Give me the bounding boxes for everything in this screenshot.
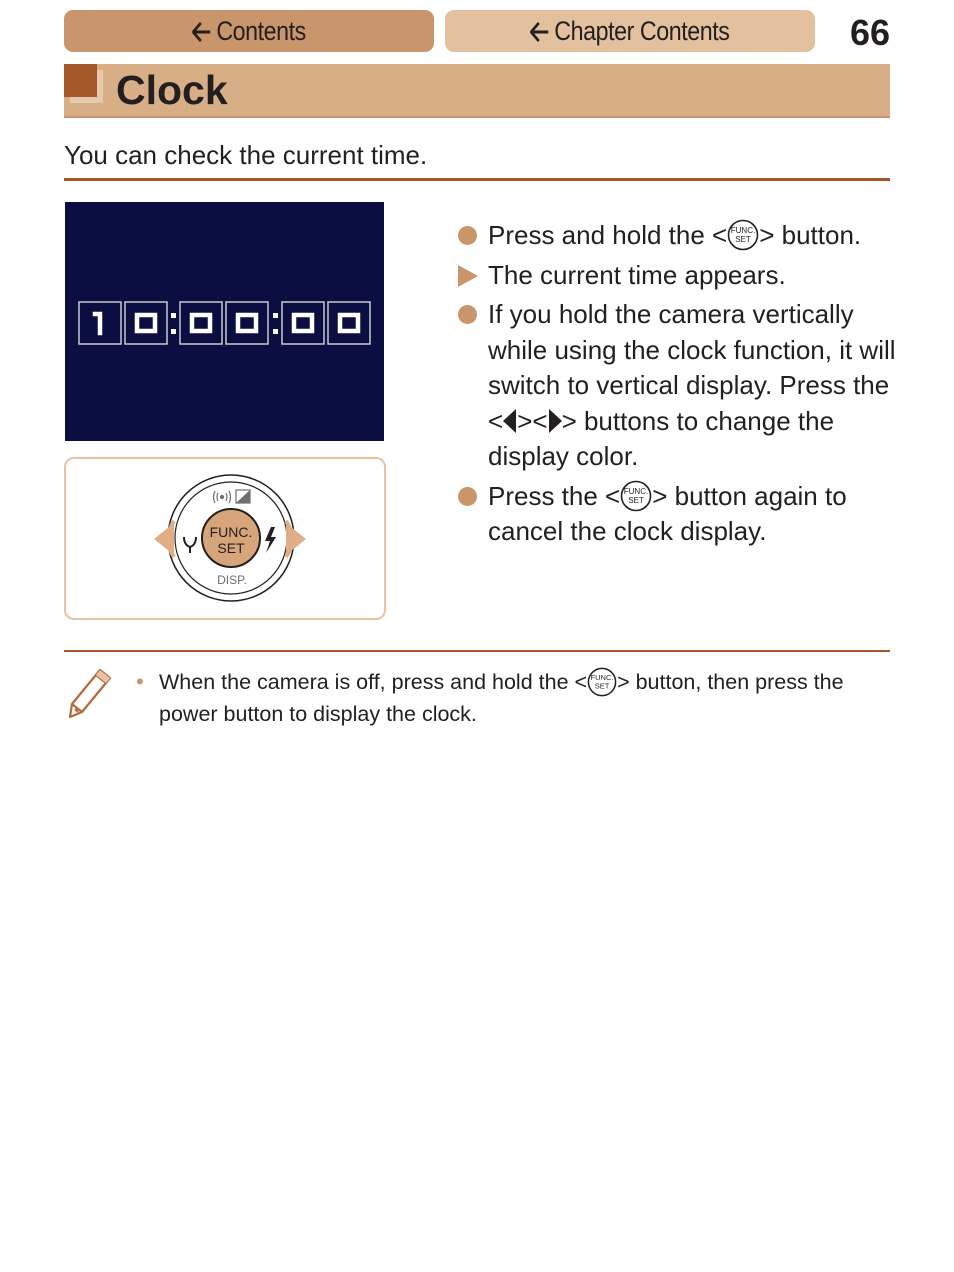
step-text: Press the < <box>488 480 621 511</box>
colon-dot <box>273 313 278 318</box>
page-number: 66 <box>849 12 890 53</box>
disp-label: DISP. <box>217 573 247 587</box>
func-label: FUNC. <box>209 524 253 540</box>
step-text: > buttons to change the display color. <box>488 405 835 471</box>
intro-text: You can check the current time. <box>64 140 428 170</box>
svg-text:SET: SET <box>628 495 645 505</box>
clock-display <box>65 202 384 441</box>
result-triangle-icon <box>458 265 478 287</box>
set-label: SET <box>217 540 245 556</box>
clock-screen-image <box>65 202 384 441</box>
page-title: Clock <box>116 67 228 113</box>
svg-text:FUNC.: FUNC. <box>730 226 756 235</box>
step-item <box>456 258 896 294</box>
step-item <box>456 297 896 475</box>
digit-0 <box>340 315 358 331</box>
step-text: If you hold the camera vertically while using the clock function, it will switch to vertical display. Press the < <box>488 299 896 436</box>
colon-dot <box>171 313 176 318</box>
bullet-dot-icon <box>458 487 477 506</box>
bullet-dot-icon <box>458 226 477 245</box>
pencil-icon <box>66 666 114 720</box>
left-button-icon <box>503 409 517 433</box>
digit-0 <box>192 315 210 331</box>
digit-1 <box>95 314 100 333</box>
step-text: > button again to cancel the clock display. <box>488 480 847 546</box>
divider <box>64 650 890 652</box>
chapter-contents-button[interactable] <box>445 10 815 52</box>
digit-frame <box>180 302 222 344</box>
func-set-button-icon <box>620 480 652 512</box>
control-dial-illustration <box>64 457 386 620</box>
digit-0 <box>238 315 256 331</box>
note-text-part: When the camera is off, press and hold the < <box>159 670 588 694</box>
svg-text:SET: SET <box>594 681 610 691</box>
step-list <box>456 218 896 550</box>
bullet-dot-icon <box>458 305 477 324</box>
step-text: Press and hold the < <box>488 220 728 250</box>
note-bullet: • <box>136 669 144 694</box>
title-decoration <box>64 64 97 97</box>
right-button-icon <box>548 409 562 433</box>
svg-text:FUNC.: FUNC. <box>624 486 649 496</box>
divider <box>64 178 890 181</box>
contents-label: Contents <box>216 15 306 46</box>
arrow-left-icon <box>530 22 549 42</box>
control-dial <box>66 459 384 618</box>
contents-button[interactable] <box>64 10 434 52</box>
digit-frame <box>328 302 370 344</box>
chapter-contents-label: Chapter Contents <box>554 15 730 46</box>
colon-dot <box>171 329 176 334</box>
svg-text:FUNC.: FUNC. <box>590 673 614 683</box>
note-text-part: > button, then press the power button to display the clock. <box>159 670 844 726</box>
digit-0 <box>137 315 155 331</box>
step-text: >< <box>517 405 548 436</box>
digit-frame <box>282 302 324 344</box>
note-text <box>136 666 879 730</box>
svg-text:SET: SET <box>735 235 751 244</box>
title-bar <box>64 64 890 118</box>
step-text: The current time appears. <box>488 259 786 290</box>
arrow-left-icon <box>192 22 211 42</box>
step-text: > button. <box>759 220 862 250</box>
digit-0 <box>294 315 312 331</box>
func-set-button-icon <box>727 219 759 251</box>
step-item <box>456 218 896 254</box>
digit-frame <box>125 302 167 344</box>
digit-frame <box>226 302 268 344</box>
colon-dot <box>273 329 278 334</box>
func-set-button-icon <box>587 667 617 697</box>
step-item <box>456 479 896 550</box>
